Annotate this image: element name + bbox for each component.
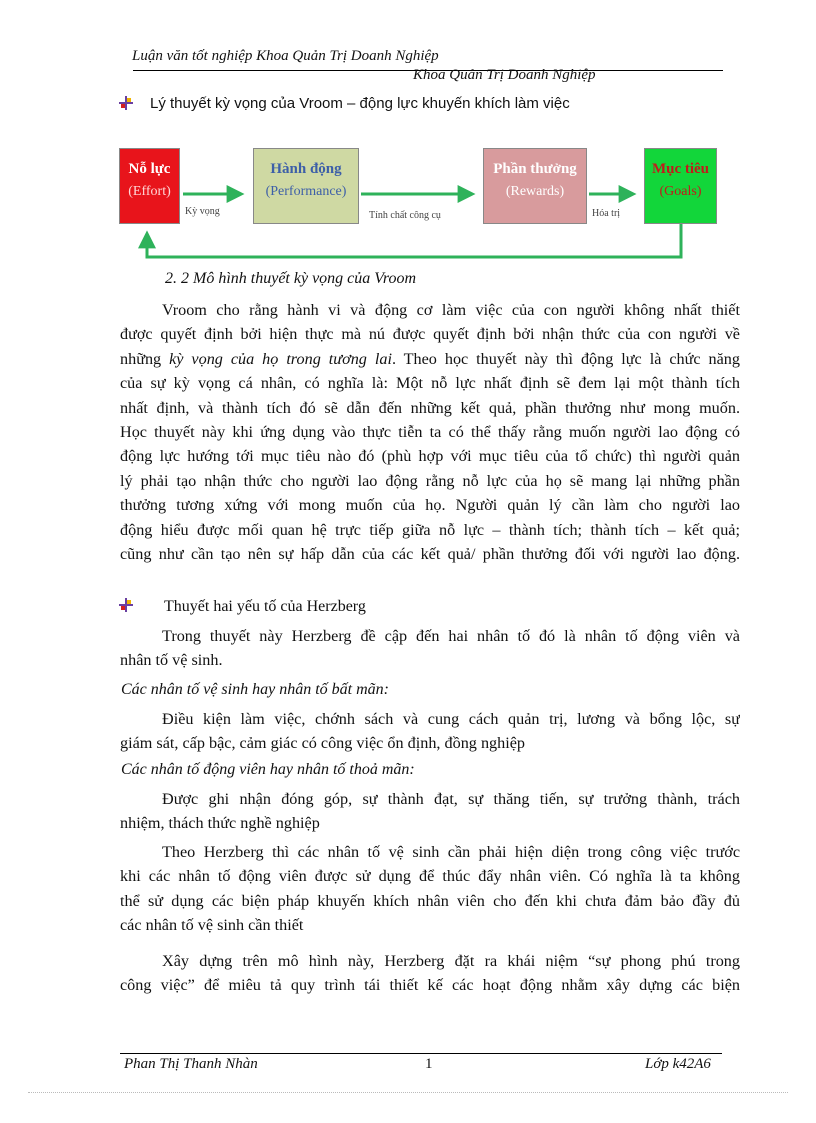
para-line: cũng như cần tạo nên sự hấp dẫn của các kết quả/ phần thưởng đối với người lao động. <box>120 544 740 563</box>
para-line: thưởng tương xứng với mong muốn của họ. Người quản lý cần làm cho người lao <box>120 496 740 515</box>
motivation-heading: Các nhân tố động viên hay nhân tố thoả mãn: <box>121 761 415 778</box>
box-rewards-sub: (Rewards) <box>505 184 565 199</box>
header-title: Luận văn tốt nghiệp Khoa Quản Trị Doanh Nghiệp <box>132 48 439 64</box>
paragraph-herzberg-theory <box>120 840 740 938</box>
para-line: nhất định, và thành tích đó sẽ dẫn đến những kết quả, phần thưởng như mong muốn. <box>120 398 740 417</box>
box-goals-sub: (Goals) <box>659 184 702 199</box>
page-number: 1 <box>425 1056 433 1072</box>
paragraph-vroom <box>120 298 740 566</box>
paragraph-job-enrichment <box>120 949 740 998</box>
arrow-feedback <box>147 224 681 257</box>
para-line: Vroom cho rằng hành vi và động cơ làm việc của con người không nhất thiết <box>162 301 740 319</box>
para-line: nhiệm, thách thức nghề nghiệp <box>120 814 320 833</box>
box-rewards-title: Phần thưởng <box>493 161 577 177</box>
para-line: công việc” để miêu tả quy trình tái thiết kế các hoạt động nhằm xây dựng các biện <box>120 976 740 995</box>
box-rewards <box>483 148 587 224</box>
bullet-icon <box>118 598 134 612</box>
para-line: Trong thuyết này Herzberg đề cập đến hai nhân tố đó là nhân tố động viên và <box>162 627 740 645</box>
label-expectancy: Kỳ vọng <box>185 206 220 217</box>
label-instrumentality: Tính chất công cụ <box>369 210 441 221</box>
para-line: lý phải tạo nhận thức cho người lao động rằng nỗ lực của họ sẽ mang lại những phần <box>120 471 740 490</box>
box-effort-title: Nỗ lực <box>128 161 171 177</box>
hygiene-heading: Các nhân tố vệ sinh hay nhân tố bất mãn: <box>121 681 389 698</box>
box-effort <box>119 148 180 224</box>
box-performance-sub: (Performance) <box>265 184 347 199</box>
bullet-vroom: Lý thuyết kỳ vọng của Vroom – động lực khuyến khích làm việc <box>150 95 570 112</box>
footer-rule <box>120 1053 722 1054</box>
para-line: Xây dựng trên mô hình này, Herzberg đặt ra khái niệm “sự phong phú trong <box>162 952 740 970</box>
para-line: Điều kiện làm việc, chớnh sách và cung cách quản trị, lương và bổng lộc, sự <box>162 710 740 728</box>
para-line: được quyết định bởi hiện thực mà nú được quyết định bởi nhận thức của con người về <box>120 325 740 344</box>
box-goals <box>644 148 717 224</box>
box-effort-sub: (Effort) <box>128 184 171 199</box>
section-title: 2. 2 Mô hình thuyết kỳ vọng của Vroom <box>165 270 417 287</box>
vroom-diagram <box>115 142 720 264</box>
para-line: Được ghi nhận đóng góp, sự thành đạt, sự thăng tiến, sự trưởng thành, trách <box>162 790 740 808</box>
hygiene-text <box>120 707 740 756</box>
para-line: khi các nhân tố động viên được sử dụng để thúc đẩy nhân viên. Có nghĩa là ta không <box>120 867 740 886</box>
para-line: giám sát, cấp bậc, cảm giác có công việc ổn định, đồng nghiệp <box>120 734 526 753</box>
para-line: động hiểu được mối quan hệ trực tiếp giữa nỗ lực – thành tích; thành tích – kết quả; <box>120 520 740 539</box>
para-line: các nhân tố vệ sinh cần thiết <box>120 916 304 935</box>
bullet-herzberg: Thuyết hai yếu tố của Herzberg <box>164 598 366 615</box>
box-goals-title: Mục tiêu <box>651 161 710 177</box>
para-line: những kỳ vọng của họ trong tương lai. Theo học thuyết này thì động lực là chức năng <box>120 349 740 368</box>
box-performance <box>253 148 359 224</box>
bullet-icon <box>118 96 134 110</box>
para-line: của sự kỳ vọng cá nhân, có nghĩa là: Một nỗ lực nhất định sẽ đem lại một thành tích <box>120 374 740 393</box>
label-valence: Hóa trị <box>592 208 621 219</box>
footer-author: Phan Thị Thanh Nhàn <box>124 1056 258 1072</box>
header-subtitle: Khoa Quản Trị Doanh Nghiệp <box>413 67 596 83</box>
para-line: Theo Herzberg thì các nhân tố vệ sinh cần phải hiện diện trong công việc trước <box>162 843 740 861</box>
footer-class: Lớp k42A6 <box>645 1056 711 1072</box>
para-line: thể sử dụng các biện pháp khuyến khích nhân viên cho đến khi chưa đảm bảo đầy đủ <box>120 891 740 910</box>
diagram-arrows <box>115 142 720 264</box>
box-performance-title: Hành động <box>270 161 342 177</box>
para-line: nhân tố vệ sinh. <box>120 651 223 670</box>
paragraph-herzberg-intro <box>120 624 740 673</box>
para-line: động lực hướng tới mục tiêu nào đó (phù hợp với mục tiêu của tổ chức) thì người quản <box>120 447 740 466</box>
page-bottom-dotted-line <box>28 1092 788 1093</box>
para-line: Học thuyết này khi ứng dụng vào thực tiễn ta có thể thấy rằng muốn người lao động có <box>120 422 740 441</box>
motivation-text <box>120 787 740 836</box>
